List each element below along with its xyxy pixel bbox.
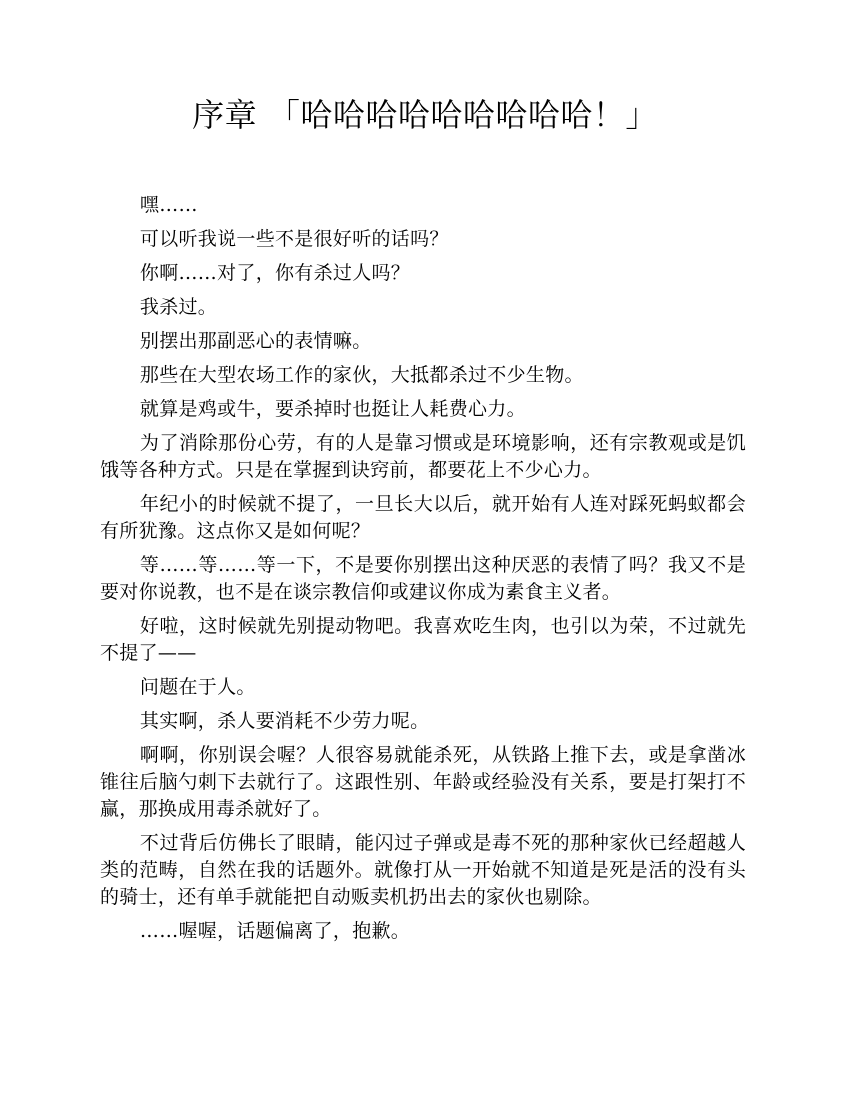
- paragraph: 我杀过。: [139, 296, 218, 318]
- paragraph: 嘿……: [139, 194, 198, 216]
- paragraph: 不过背后仿佛长了眼睛，能闪过子弹或是毒不死的那种家伙已经超越人类的范畴，自然在我的话题外。就像打从一开始就不知道是死是活的没有头的骑士，还有单手就能把自动贩卖机扔出去的家伙也剔除。: [100, 832, 746, 908]
- paragraph: 等……等……等一下，不是要你别摆出这种厌恶的表情了吗？我又不是要对你说教，也不是在谈宗教信仰或建议你成为素食主义者。: [100, 554, 746, 603]
- paragraph: 为了消除那份心劳，有的人是靠习惯或是环境影响，还有宗教观或是饥饿等各种方式。只是在掌握到诀窍前，都要花上不少心力。: [100, 432, 746, 481]
- paragraph: 好啦，这时候就先别提动物吧。我喜欢吃生肉，也引以为荣，不过就先不提了——: [100, 615, 746, 664]
- paragraph: 别摆出那副恶心的表情嘛。: [139, 330, 372, 352]
- paragraph: 你啊……对了，你有杀过人吗？: [139, 262, 411, 284]
- paragraph: 那些在大型农场工作的家伙，大抵都杀过不少生物。: [139, 364, 584, 386]
- paragraph: 就算是鸡或牛，要杀掉时也挺让人耗费心力。: [139, 398, 526, 420]
- body-text: [100, 192, 746, 952]
- paragraph: 啊啊，你别误会喔？人很容易就能杀死，从铁路上推下去，或是拿凿冰锥往后脑勺刺下去就行了。这跟性别、年龄或经验没有关系，要是打架打不赢，那换成用毒杀就好了。: [100, 744, 746, 820]
- paragraph: ……喔喔，话题偏离了，抱歉。: [139, 920, 411, 942]
- paragraph: 可以听我说一些不是很好听的话吗？: [139, 228, 449, 250]
- paragraph: 问题在于人。: [139, 676, 256, 698]
- paragraph: 年纪小的时候就不提了，一旦长大以后，就开始有人连对踩死蚂蚁都会有所犹豫。这点你又是如何呢？: [100, 493, 746, 542]
- chapter-title: 序章 「哈哈哈哈哈哈哈哈哈！」: [192, 96, 658, 134]
- paragraph: 其实啊，杀人要消耗不少劳力呢。: [139, 710, 430, 732]
